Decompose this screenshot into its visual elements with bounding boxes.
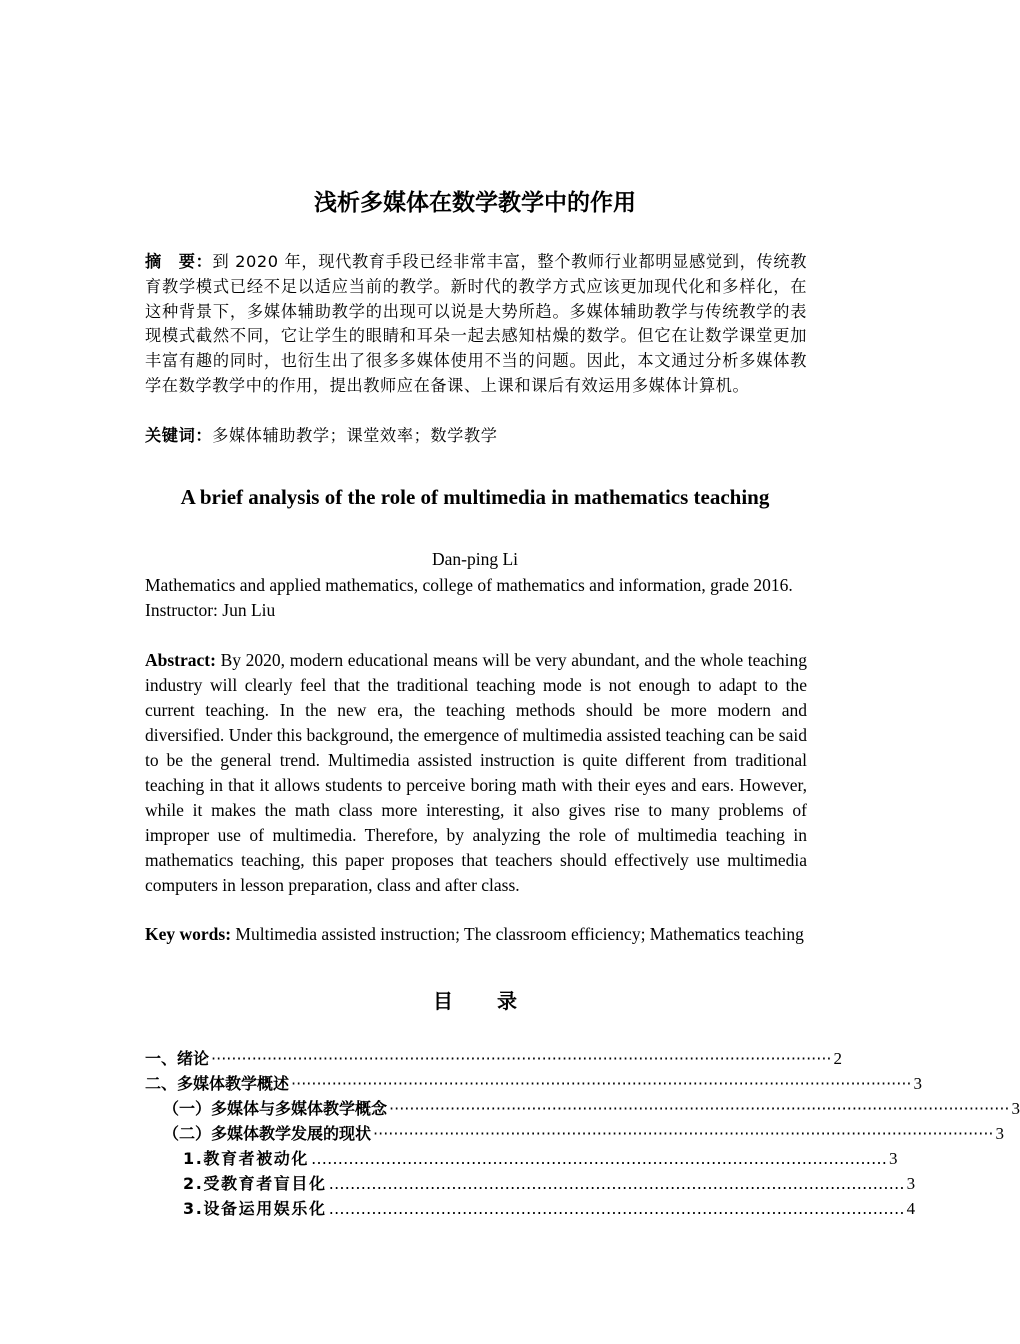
toc-entry[interactable] bbox=[145, 1096, 1020, 1121]
toc-entry-page: 3 bbox=[906, 1174, 916, 1193]
toc-entry-title: 3.设备运用娱乐化 bbox=[183, 1199, 327, 1218]
chinese-abstract-text: 到 2020 年，现代教育手段已经非常丰富，整个教师行业都明显感觉到，传统教育教学模式已经不足以适应当前的教学。新时代的教学方式应该更加现代化和多样化，在这种背景下，多媒体辅助教学的出现可以说是大势所趋。多媒体辅助教学与传统教学的表现模式截然不同，它让学生的眼睛和耳朵一起去感知枯燥的数学。但它在让数学课堂更加丰富有趣的同时，也衍生出了很多多媒体使用不当的问题。因此，本文通过分析多媒体教学在数学教学中的作用，提出教师应在备课、上课和课后有效运用多媒体计算机。 bbox=[145, 252, 807, 395]
english-keywords bbox=[145, 922, 807, 947]
english-title: A brief analysis of the role of multimedia in mathematics teaching bbox=[180, 485, 770, 509]
english-keywords-text: Multimedia assisted instruction; The classroom efficiency; Mathematics teaching bbox=[235, 924, 804, 944]
author-affiliation: Mathematics and applied mathematics, college of mathematics and information, grade 2016. Instructor: Jun Liu bbox=[145, 575, 793, 620]
toc-entry-title: 二、多媒体教学概述 bbox=[145, 1074, 290, 1093]
toc-leader-dots: ·························································································································· bbox=[373, 1124, 994, 1143]
toc-entry-page: 3 bbox=[995, 1124, 1004, 1143]
chinese-abstract-label: 摘 要： bbox=[145, 252, 213, 271]
toc-leader-dots: ·························································································································· bbox=[211, 1049, 832, 1068]
toc-leader-dots: ……………………………………………………………………………………………… bbox=[311, 1149, 888, 1168]
chinese-title: 浅析多媒体在数学教学中的作用 bbox=[314, 190, 636, 216]
toc-entry-page: 3 bbox=[889, 1149, 898, 1168]
english-keywords-label: Key words: bbox=[145, 924, 232, 944]
english-abstract bbox=[145, 648, 807, 898]
toc-entry-title: （二）多媒体教学发展的现状 bbox=[163, 1124, 372, 1143]
chinese-keywords bbox=[145, 424, 807, 449]
toc-entry-page: 2 bbox=[833, 1049, 842, 1068]
author-name: Dan-ping Li bbox=[431, 549, 519, 569]
toc-entry[interactable] bbox=[145, 1071, 922, 1096]
chinese-keywords-text: 多媒体辅助教学；课堂效率；数学教学 bbox=[212, 426, 498, 445]
toc-entry[interactable] bbox=[145, 1121, 1004, 1146]
english-abstract-text: By 2020, modern educational means will be very abundant, and the whole teaching industry will clearly feel that the traditional teaching mode is not enough to adapt to the current teaching. In the new era, the teaching methods should be more modern and diversified. Under this background, the emergence of multimedia assisted teaching can be said to be the general trend. Multimedia assisted instruction is quite different from traditional teaching in that it allows students to perceive boring math with their eyes and ears. However, while it makes the math class more interesting, it also gives rise to many problems of improper use of multimedia. Therefore, by analyzing the role of multimedia teaching in mathematics teaching, this paper proposes that teachers should effectively use multimedia computers in lesson preparation, class and after class. bbox=[145, 650, 808, 895]
chinese-abstract bbox=[145, 250, 807, 399]
toc-title-char: 目 bbox=[433, 989, 453, 1013]
english-abstract-label: Abstract: bbox=[145, 650, 216, 670]
toc-entry-page: 4 bbox=[906, 1199, 916, 1218]
toc-entry-page: 3 bbox=[1011, 1099, 1020, 1118]
toc-entry[interactable] bbox=[145, 1046, 842, 1071]
toc-entry-page: 3 bbox=[913, 1074, 922, 1093]
toc-entry-title: 1.教育者被动化 bbox=[183, 1149, 310, 1168]
toc-title bbox=[0, 985, 950, 1014]
table-of-contents bbox=[145, 1046, 1020, 1221]
toc-leader-dots: ……………………………………………………………………………………………… bbox=[328, 1174, 905, 1193]
toc-entry-title: 一、绪论 bbox=[145, 1049, 210, 1068]
toc-entry-title: 2.受教育者盲目化 bbox=[183, 1174, 327, 1193]
toc-leader-dots: ……………………………………………………………………………………………… bbox=[328, 1199, 905, 1218]
toc-leader-dots: ·························································································································· bbox=[389, 1099, 1010, 1118]
toc-leader-dots: ·························································································································· bbox=[291, 1074, 912, 1093]
chinese-keywords-label: 关键词： bbox=[145, 426, 213, 445]
toc-title-char: 录 bbox=[497, 989, 517, 1013]
toc-entry[interactable] bbox=[145, 1196, 916, 1221]
toc-entry[interactable] bbox=[145, 1146, 898, 1171]
toc-entry-title: （一）多媒体与多媒体教学概念 bbox=[163, 1099, 388, 1118]
toc-entry[interactable] bbox=[145, 1171, 916, 1196]
